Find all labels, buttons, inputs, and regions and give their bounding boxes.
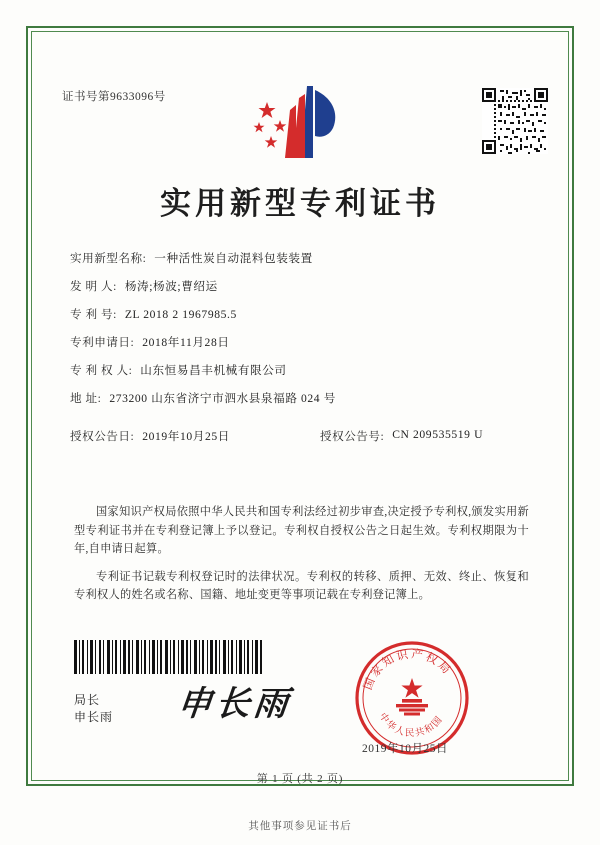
field-patentee-value: 山东恒易昌丰机械有限公司 — [140, 364, 287, 377]
page-number: 第 1 页 (共 2 页) — [256, 773, 344, 785]
legal-paragraph-1: 国家知识产权局依照中华人民共和国专利法经过初步审查,决定授予专利权,颁发实用新型专利证书并在专利登记簿上予以登记。专利权自授权公告之日起生效。专利权期限为十年,自申请日起算。 — [74, 506, 529, 555]
barcode-icon — [74, 640, 264, 674]
certificate-number: 证书号第9633096号 — [62, 91, 166, 103]
field-inventor-label: 发 明 人: — [70, 280, 117, 293]
svg-text:国家知识产权局: 国家知识产权局 — [362, 648, 454, 692]
footer-note: 其他事项参见证书后 — [248, 821, 352, 832]
field-application-date — [70, 334, 538, 362]
field-address-label: 地 址: — [70, 392, 102, 405]
field-address — [70, 390, 538, 418]
patent-office-logo-icon — [249, 80, 349, 168]
field-invention-name — [70, 250, 538, 278]
patent-fields — [70, 250, 538, 456]
field-inventor — [70, 278, 538, 306]
svg-text:中华人民共和国: 中华人民共和国 — [376, 711, 446, 740]
field-grant-number-value: CN 209535519 U — [392, 428, 484, 441]
field-grant-date-value: 2019年10月25日 — [142, 430, 230, 443]
field-address-value: 273200 山东省济宁市泗水县泉福路 024 号 — [109, 392, 336, 405]
signature-title-line2: 申长雨 — [74, 710, 114, 724]
field-patent-number-value: ZL 2018 2 1967985.5 — [124, 308, 237, 321]
field-patentee-label: 专 利 权 人: — [70, 364, 133, 377]
field-inventor-value: 杨涛;杨波;曹绍运 — [124, 280, 218, 293]
handwritten-signature: 申长雨 — [175, 684, 294, 724]
legal-text — [74, 503, 529, 614]
legal-paragraph-2: 专利证书记载专利权登记时的法律状况。专利权的转移、质押、无效、终止、恢复和专利权人的姓名或名称、国籍、地址变更等事项记载在专利登记簿上。 — [74, 570, 529, 601]
qr-code-icon — [482, 88, 548, 154]
signature-title — [74, 692, 113, 726]
field-grant-date-label: 授权公告日: — [70, 430, 135, 443]
field-patentee — [70, 362, 538, 390]
field-application-date-value: 2018年11月28日 — [142, 336, 230, 349]
field-grant-number-label: 授权公告号: — [320, 430, 385, 443]
page-title: 实用新型专利证书 — [160, 186, 440, 221]
field-patent-number — [70, 306, 538, 334]
signature-title-line1: 局长 — [74, 693, 101, 707]
field-patent-number-label: 专 利 号: — [70, 308, 117, 321]
field-application-date-label: 专利申请日: — [70, 336, 135, 349]
seal-date: 2019年10月25日 — [362, 743, 448, 755]
field-grant-row — [70, 428, 538, 456]
field-invention-name-value: 一种活性炭自动混料包装装置 — [154, 252, 313, 265]
field-invention-name-label: 实用新型名称: — [70, 252, 147, 265]
